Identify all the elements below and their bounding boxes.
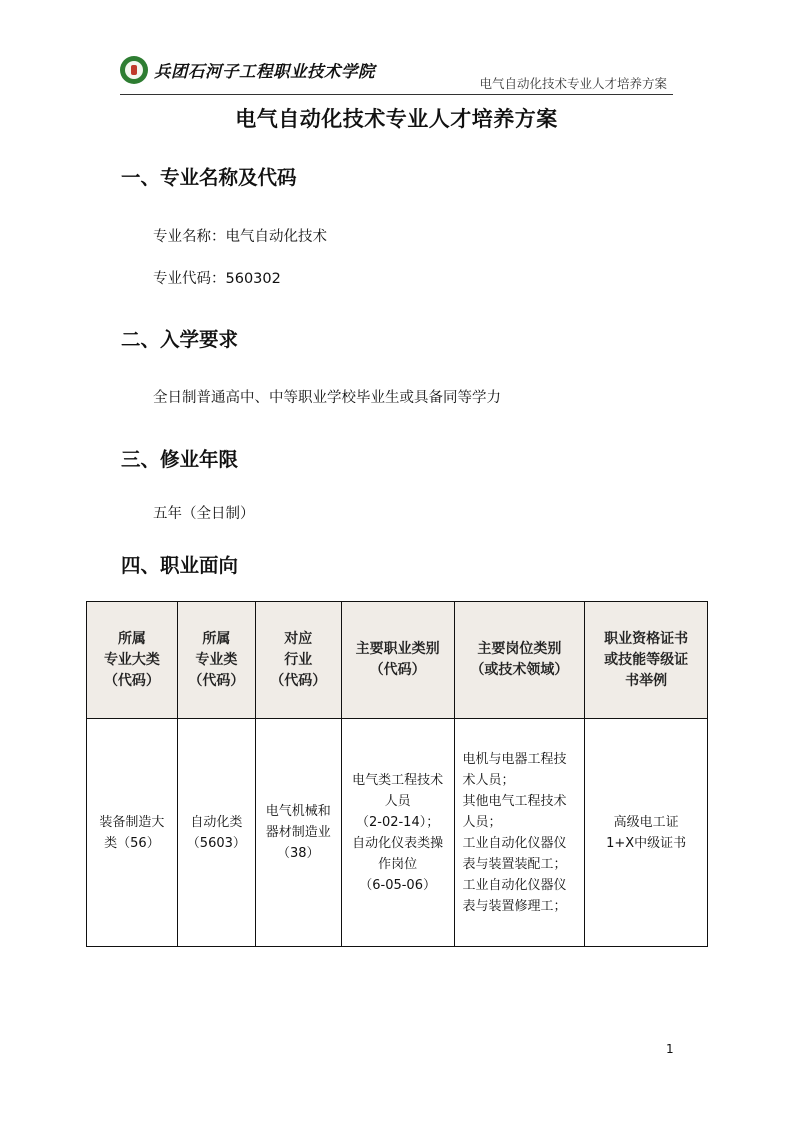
header-certificate: 职业资格证书 或技能等级证 书举例 [585, 602, 708, 719]
study-duration: 五年（全日制） [153, 506, 255, 522]
major-name: 专业名称：电气自动化技术 [153, 229, 327, 245]
section-heading-1: 一、专业名称及代码 [121, 166, 297, 189]
cell-occupation: 电气类工程技术 人员 （2-02-14）； 自动化仪表类操 作岗位 （6-05-06） [341, 719, 454, 947]
section-heading-2: 二、入学要求 [121, 328, 239, 351]
cell-position: 电机与电器工程技 术人员； 其他电气工程技术 人员； 工业自动化仪器仪 表与装置装配工； 工业自动化仪器仪 表与装置修理工； [454, 719, 585, 947]
header-major-category: 所属 专业大类 （代码） [87, 602, 178, 719]
cell-certificate: 高级电工证 1+X中级证书 [585, 719, 708, 947]
cell-major-class: 自动化类 （5603） [177, 719, 255, 947]
table-row [87, 719, 708, 947]
header-doc-title: 电气自动化技术专业人才培养方案 [479, 76, 667, 91]
header-industry: 对应 行业 （代码） [255, 602, 341, 719]
header-major-class: 所属 专业类 （代码） [177, 602, 255, 719]
college-logo [120, 56, 375, 84]
header-position: 主要岗位类别 （或技术领域） [454, 602, 585, 719]
college-name: 兵团石河子工程职业技术学院 [154, 62, 375, 81]
admission-requirement: 全日制普通高中、中等职业学校毕业生或具备同等学力 [153, 390, 501, 406]
section-heading-3: 三、修业年限 [121, 448, 239, 471]
header-occupation: 主要职业类别 （代码） [341, 602, 454, 719]
page-header [120, 56, 673, 95]
section-heading-4: 四、职业面向 [121, 554, 239, 577]
college-logo-icon [120, 56, 148, 84]
cell-major-category: 装备制造大 类（56） [87, 719, 178, 947]
major-code: 专业代码：560302 [153, 271, 281, 287]
cell-industry: 电气机械和 器材制造业 （38） [255, 719, 341, 947]
document-title: 电气自动化技术专业人才培养方案 [235, 107, 558, 131]
career-orientation-table [86, 601, 708, 947]
page-number: 1 [666, 1042, 674, 1056]
table-header-row [87, 602, 708, 719]
